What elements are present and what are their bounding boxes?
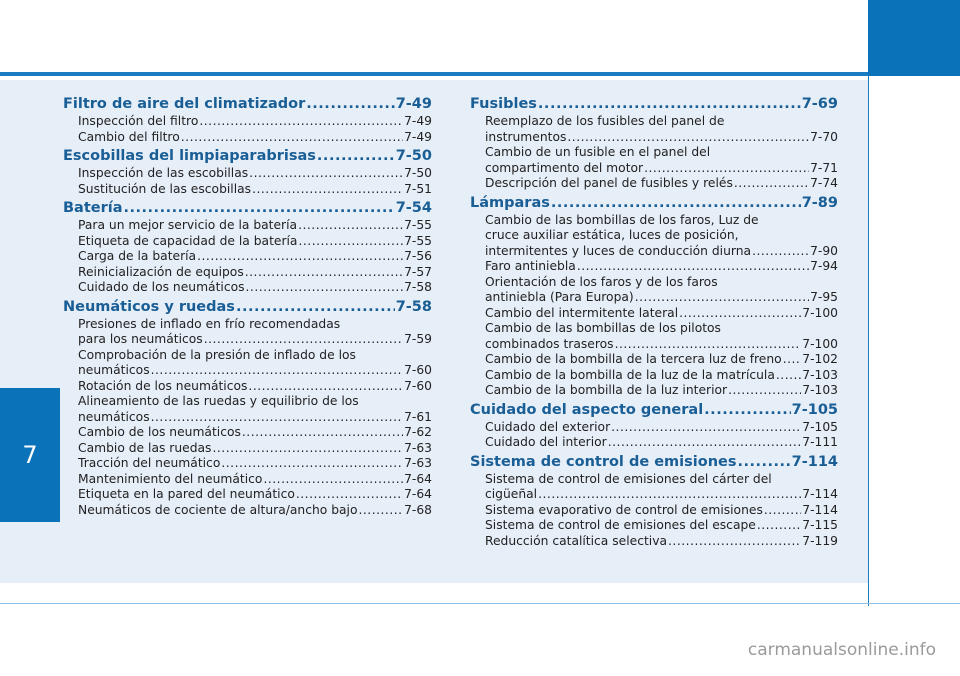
toc-entry-text: Cuidado del exterior bbox=[485, 419, 611, 434]
toc-column-left bbox=[63, 93, 432, 518]
toc-page-number: 7-54 bbox=[395, 200, 432, 216]
toc-item[interactable] bbox=[63, 487, 432, 503]
dot-leader bbox=[615, 337, 802, 353]
dot-leader bbox=[236, 297, 395, 317]
toc-page-number: 7-103 bbox=[802, 383, 838, 397]
dot-leader bbox=[252, 182, 403, 198]
toc-page-number: 7-62 bbox=[404, 425, 432, 439]
toc-entry-text: neumáticos bbox=[78, 363, 150, 377]
dot-leader bbox=[199, 114, 403, 130]
toc-entry-text: Cambio de la bombilla de la luz de la matrícula bbox=[485, 367, 775, 382]
toc-entry-text: Comprobación de la presión de inflado de los bbox=[78, 347, 356, 362]
toc-item[interactable] bbox=[470, 518, 838, 534]
toc-entry-text: Carga de la batería bbox=[78, 249, 197, 263]
toc-page-number: 7-115 bbox=[802, 518, 838, 532]
toc-heading[interactable] bbox=[63, 94, 432, 114]
dot-leader bbox=[734, 176, 809, 192]
toc-page-number: 7-105 bbox=[802, 419, 838, 434]
dot-leader bbox=[608, 435, 802, 451]
toc-page-number: 7-68 bbox=[404, 502, 432, 517]
dot-leader bbox=[296, 487, 403, 503]
toc-page-number: 7-57 bbox=[404, 264, 432, 279]
toc-entry-text: Cambio de los neumáticos bbox=[78, 425, 241, 439]
toc-heading[interactable] bbox=[63, 198, 432, 218]
toc-entry-text: Rotación de los neumáticos bbox=[78, 378, 248, 393]
toc-item[interactable] bbox=[470, 503, 838, 519]
toc-entry-text: Presiones de inflado en frío recomendadas bbox=[78, 316, 341, 331]
toc-page-number: 7-64 bbox=[404, 487, 432, 501]
toc-page-number: 7-49 bbox=[404, 114, 432, 128]
bottom-rule bbox=[0, 603, 960, 604]
toc-entry-text: Cambio de las ruedas bbox=[78, 440, 212, 455]
toc-page-number: 7-69 bbox=[801, 96, 838, 112]
toc-page-number: 7-61 bbox=[404, 409, 432, 424]
toc-item[interactable] bbox=[470, 368, 838, 384]
dot-leader bbox=[577, 259, 809, 275]
toc-entry-text: Filtro de aire del climatizador bbox=[63, 96, 306, 112]
dot-leader bbox=[151, 363, 403, 379]
toc-page-number: 7-64 bbox=[404, 471, 432, 486]
toc-column-right bbox=[470, 93, 838, 549]
dot-leader bbox=[764, 503, 801, 519]
toc-item[interactable] bbox=[63, 441, 432, 457]
toc-entry-text: Sistema de control de emisiones del cárter del bbox=[485, 471, 772, 486]
toc-page-number: 7-90 bbox=[810, 243, 838, 258]
toc-entry-text: Cuidado de los neumáticos bbox=[78, 280, 245, 294]
toc-page-number: 7-114 bbox=[802, 502, 838, 517]
vertical-rule bbox=[868, 76, 869, 606]
toc-page-number: 7-49 bbox=[404, 129, 432, 144]
toc-item[interactable] bbox=[63, 456, 432, 472]
toc-item[interactable] bbox=[470, 145, 838, 176]
toc-page-number: 7-50 bbox=[404, 166, 432, 180]
toc-item[interactable] bbox=[63, 234, 432, 250]
toc-entry-text: Etiqueta de capacidad de la batería bbox=[78, 233, 298, 248]
dot-leader bbox=[263, 472, 403, 488]
dot-leader bbox=[679, 306, 801, 322]
dot-leader bbox=[212, 441, 403, 457]
dot-leader bbox=[752, 244, 809, 260]
toc-entry-text: neumáticos bbox=[78, 409, 150, 424]
toc-item[interactable] bbox=[63, 379, 432, 395]
toc-item[interactable] bbox=[63, 182, 432, 198]
toc-page-number: 7-105 bbox=[791, 401, 838, 418]
dot-leader bbox=[181, 130, 403, 146]
top-rule bbox=[0, 72, 868, 76]
toc-heading[interactable] bbox=[470, 193, 838, 213]
toc-page-number: 7-102 bbox=[802, 352, 838, 366]
chapter-tab bbox=[0, 388, 60, 522]
toc-heading[interactable] bbox=[63, 297, 432, 317]
toc-entry-text: Alineamiento de las ruedas y equilibrio de los bbox=[78, 394, 359, 408]
toc-page-number: 7-74 bbox=[810, 176, 838, 190]
toc-item[interactable] bbox=[63, 130, 432, 146]
dot-leader bbox=[704, 400, 790, 420]
toc-entry-text: Cambio de las bombillas de los pilotos bbox=[485, 321, 721, 335]
dot-leader bbox=[124, 198, 395, 218]
dot-leader bbox=[317, 146, 395, 166]
toc-entry-text: Sistema de control de emisiones del escape bbox=[485, 518, 756, 532]
toc-entry-text: Batería bbox=[63, 200, 123, 216]
corner-tab-block bbox=[868, 0, 960, 76]
toc-page-number: 7-94 bbox=[810, 259, 838, 273]
toc-item[interactable] bbox=[470, 306, 838, 322]
dot-leader bbox=[728, 383, 801, 399]
toc-item[interactable] bbox=[470, 321, 838, 352]
toc-item[interactable] bbox=[63, 317, 432, 348]
dot-leader bbox=[242, 425, 403, 441]
toc-item[interactable] bbox=[63, 348, 432, 379]
toc-item[interactable] bbox=[470, 114, 838, 145]
toc-page-number: 7-51 bbox=[404, 181, 432, 196]
toc-entry-text: cruce auxiliar estática, luces de posición, bbox=[485, 228, 739, 242]
toc-entry-text: antiniebla (Para Europa) bbox=[485, 290, 634, 304]
dot-leader bbox=[358, 503, 403, 519]
toc-item[interactable] bbox=[470, 534, 838, 550]
toc-item[interactable] bbox=[63, 166, 432, 182]
toc-page-number: 7-55 bbox=[404, 218, 432, 232]
toc-page-number: 7-63 bbox=[404, 440, 432, 455]
toc-page-number: 7-89 bbox=[801, 194, 838, 211]
toc-heading[interactable] bbox=[470, 452, 838, 472]
toc-entry-text: Neumáticos y ruedas bbox=[63, 298, 235, 315]
toc-page-number: 7-70 bbox=[810, 129, 838, 144]
toc-entry-text: cigüeñal bbox=[485, 487, 538, 501]
toc-page-number: 7-100 bbox=[802, 305, 838, 320]
toc-item[interactable] bbox=[470, 352, 838, 368]
toc-page-number: 7-59 bbox=[404, 332, 432, 346]
toc-page-number: 7-60 bbox=[404, 378, 432, 393]
chapter-number: 7 bbox=[22, 441, 38, 469]
toc-entry-text: Descripción del panel de fusibles y relés bbox=[485, 176, 733, 190]
toc-page-number: 7-103 bbox=[802, 367, 838, 382]
toc-heading[interactable] bbox=[63, 146, 432, 166]
dot-leader bbox=[635, 290, 809, 306]
dot-leader bbox=[538, 487, 801, 503]
toc-entry-text: para los neumáticos bbox=[78, 332, 203, 346]
toc-entry-text: combinados traseros bbox=[485, 336, 614, 351]
dot-leader bbox=[249, 166, 403, 182]
toc-page-number: 7-111 bbox=[802, 435, 838, 449]
toc-page-number: 7-60 bbox=[404, 363, 432, 377]
toc-item[interactable] bbox=[470, 213, 838, 260]
toc-entry-text: Lámparas bbox=[470, 194, 550, 211]
toc-item[interactable] bbox=[470, 420, 838, 436]
toc-page-number: 7-49 bbox=[395, 96, 432, 112]
toc-entry-text: Cambio de las bombillas de los faros, Luz de bbox=[485, 212, 759, 227]
toc-page-number: 7-55 bbox=[404, 233, 432, 248]
toc-item[interactable] bbox=[470, 435, 838, 451]
toc-item[interactable] bbox=[63, 249, 432, 265]
toc-page-number: 7-114 bbox=[802, 487, 838, 501]
toc-page-number: 7-100 bbox=[802, 336, 838, 351]
toc-item[interactable] bbox=[63, 394, 432, 425]
toc-item[interactable] bbox=[63, 280, 432, 296]
toc-entry-text: Para un mejor servicio de la batería bbox=[78, 218, 298, 232]
toc-page-number: 7-119 bbox=[802, 533, 838, 548]
dot-leader bbox=[567, 130, 809, 146]
dot-leader bbox=[221, 456, 403, 472]
toc-entry-text: Neumáticos de cociente de altura/ancho bajo bbox=[78, 502, 358, 517]
toc-item[interactable] bbox=[63, 472, 432, 488]
toc-page-number: 7-95 bbox=[810, 290, 838, 304]
toc-entry-text: Mantenimiento del neumático bbox=[78, 471, 263, 486]
dot-leader bbox=[611, 420, 801, 436]
dot-leader bbox=[248, 379, 403, 395]
toc-page-number: 7-56 bbox=[404, 249, 432, 263]
toc-entry-text: Tracción del neumático bbox=[78, 456, 221, 470]
dot-leader bbox=[306, 94, 394, 114]
toc-item[interactable] bbox=[470, 383, 838, 399]
toc-item[interactable] bbox=[63, 218, 432, 234]
toc-heading[interactable] bbox=[470, 400, 838, 420]
dot-leader bbox=[204, 332, 403, 348]
toc-page-number: 7-58 bbox=[404, 280, 432, 294]
toc-entry-text: Cambio del filtro bbox=[78, 129, 180, 144]
toc-entry-text: Cuidado del interior bbox=[485, 435, 607, 449]
dot-leader bbox=[538, 94, 801, 114]
toc-entry-text: Sistema evaporativo de control de emisiones bbox=[485, 502, 763, 517]
toc-entry-text: Etiqueta en la pared del neumático bbox=[78, 487, 295, 501]
dot-leader bbox=[757, 518, 801, 534]
toc-entry-text: Fusibles bbox=[470, 96, 537, 112]
toc-entry-text: Inspección de las escobillas bbox=[78, 166, 249, 180]
toc-entry-text: compartimento del motor bbox=[485, 160, 644, 175]
toc-entry-text: intermitentes y luces de conducción diurna bbox=[485, 243, 752, 258]
toc-item[interactable] bbox=[470, 275, 838, 306]
toc-entry-text: instrumentos bbox=[485, 129, 567, 144]
toc-heading[interactable] bbox=[470, 94, 838, 114]
toc-entry-text: Sustitución de las escobillas bbox=[78, 181, 252, 196]
dot-leader bbox=[298, 234, 403, 250]
dot-leader bbox=[783, 352, 802, 368]
dot-leader bbox=[298, 218, 403, 234]
toc-page-number: 7-71 bbox=[810, 160, 838, 175]
toc-item[interactable] bbox=[470, 472, 838, 503]
toc-item[interactable] bbox=[470, 176, 838, 192]
toc-entry-text: Cambio de un fusible en el panel del bbox=[485, 145, 711, 159]
toc-item[interactable] bbox=[63, 265, 432, 281]
toc-item[interactable] bbox=[470, 259, 838, 275]
dot-leader bbox=[245, 265, 403, 281]
dot-leader bbox=[197, 249, 403, 265]
footer-watermark: carmanualsonline.info bbox=[747, 640, 936, 660]
dot-leader bbox=[246, 280, 404, 296]
dot-leader bbox=[776, 368, 801, 384]
toc-entry-text: Reemplazo de los fusibles del panel de bbox=[485, 114, 725, 128]
toc-entry-text: Cambio de la bombilla de la tercera luz de freno bbox=[485, 352, 782, 366]
toc-page-number: 7-114 bbox=[791, 453, 838, 470]
toc-item[interactable] bbox=[63, 503, 432, 519]
toc-item[interactable] bbox=[63, 114, 432, 130]
toc-entry-text: Inspección del filtro bbox=[78, 114, 199, 128]
toc-entry-text: Cambio de la bombilla de la luz interior bbox=[485, 383, 728, 397]
toc-entry-text: Orientación de los faros y de los faros bbox=[485, 274, 718, 289]
toc-entry-text: Cuidado del aspecto general bbox=[470, 401, 704, 418]
toc-entry-text: Sistema de control de emisiones bbox=[470, 453, 737, 470]
toc-entry-text: Reinicialización de equipos bbox=[78, 264, 244, 279]
toc-entry-text: Faro antiniebla bbox=[485, 259, 576, 273]
dot-leader bbox=[551, 193, 801, 213]
dot-leader bbox=[737, 452, 790, 472]
toc-page-number: 7-50 bbox=[395, 148, 432, 164]
toc-page-number: 7-58 bbox=[395, 298, 432, 315]
dot-leader bbox=[151, 410, 403, 426]
toc-entry-text: Reducción catalítica selectiva bbox=[485, 533, 668, 548]
toc-item[interactable] bbox=[63, 425, 432, 441]
toc-page-number: 7-63 bbox=[404, 456, 432, 470]
dot-leader bbox=[668, 534, 801, 550]
toc-entry-text: Cambio del intermitente lateral bbox=[485, 305, 679, 320]
dot-leader bbox=[644, 161, 809, 177]
toc-entry-text: Escobillas del limpiaparabrisas bbox=[63, 148, 316, 164]
